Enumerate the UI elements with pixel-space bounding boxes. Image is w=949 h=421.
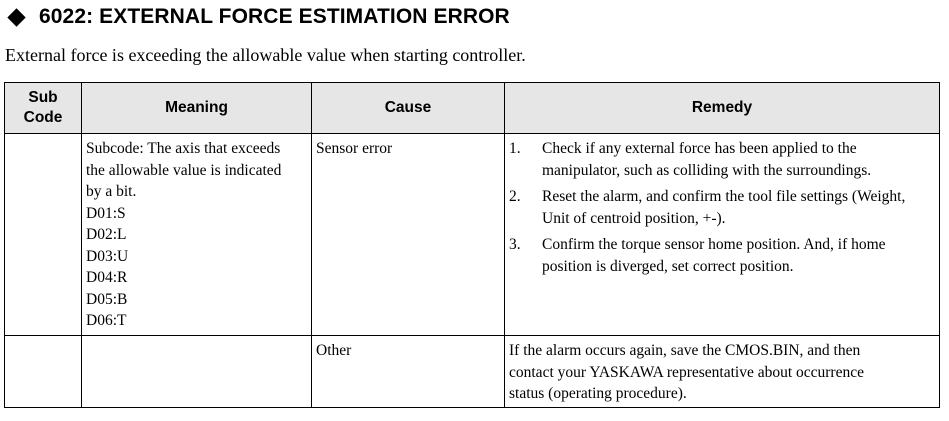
cell-sub-code <box>5 134 82 336</box>
error-description: External force is exceeding the allowable value when starting controller. <box>5 45 526 65</box>
page-title: 6022: EXTERNAL FORCE ESTIMATION ERROR <box>39 5 510 28</box>
table-row <box>5 336 940 408</box>
header-sub-code <box>5 83 82 134</box>
remedy-line: Unit of centroid position, +-). <box>542 209 726 227</box>
cell-meaning <box>82 134 312 336</box>
remedy-line: position is diverged, set correct position. <box>542 257 794 275</box>
page-heading <box>6 2 510 32</box>
cell-sub-code <box>5 336 82 408</box>
remedy-line: manipulator, such as colliding with the surroundings. <box>542 161 872 179</box>
meaning-line: D02:L <box>86 226 127 243</box>
remedy-line: If the alarm occurs again, save the CMOS.BIN, and then <box>509 342 861 359</box>
cell-cause: Other <box>312 336 505 408</box>
table-header-row <box>5 83 940 134</box>
cell-meaning <box>82 336 312 408</box>
remedy-item <box>509 234 935 277</box>
remedy-text <box>542 138 935 181</box>
remedy-list <box>509 138 935 277</box>
remedy-number: 2. <box>509 188 521 205</box>
cell-remedy <box>505 336 940 408</box>
remedy-text <box>542 186 935 229</box>
alarm-table <box>4 82 940 408</box>
meaning-line: D06:T <box>86 312 127 329</box>
remedy-text <box>542 234 935 277</box>
table-row <box>5 134 940 336</box>
remedy-line: Reset the alarm, and confirm the tool file settings (Weight, <box>542 188 906 205</box>
remedy-item <box>509 138 935 181</box>
remedy-line: status (operating procedure). <box>509 385 687 402</box>
remedy-line: Check if any external force has been applied to the <box>542 140 857 157</box>
meaning-line: by a bit. <box>86 183 137 200</box>
meaning-line: D03:U <box>86 247 129 265</box>
header-cause: Cause <box>312 83 505 134</box>
header-remedy: Remedy <box>505 83 940 134</box>
header-sub-code-line2: Code <box>23 109 63 126</box>
header-sub-code-line1: Sub <box>28 89 58 106</box>
remedy-number: 1. <box>509 140 521 157</box>
remedy-line: contact your YASKAWA representative about occurrence <box>509 363 864 381</box>
meaning-line: D04:R <box>86 269 128 286</box>
meaning-line: the allowable value is indicated <box>86 161 282 179</box>
meaning-line: Subcode: The axis that exceeds <box>86 140 281 157</box>
diamond-bullet-icon <box>7 8 25 26</box>
meaning-line: D05:B <box>86 290 128 308</box>
cell-cause: Sensor error <box>312 134 505 336</box>
remedy-item <box>509 186 935 229</box>
remedy-number: 3. <box>509 236 521 253</box>
cell-remedy <box>505 134 940 336</box>
header-meaning: Meaning <box>82 83 312 134</box>
meaning-line: D01:S <box>86 204 126 222</box>
remedy-line: Confirm the torque sensor home position. And, if home <box>542 236 886 253</box>
